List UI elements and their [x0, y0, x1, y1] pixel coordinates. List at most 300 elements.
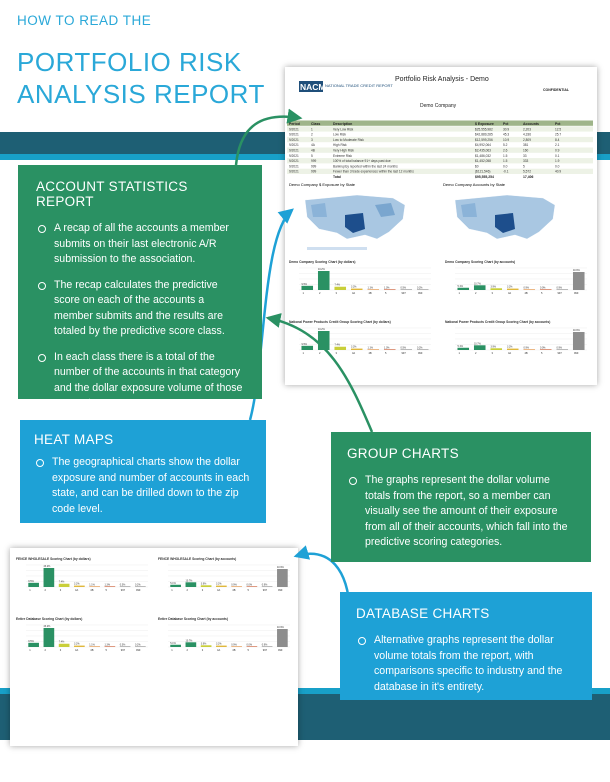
- chart-tick-label: 997: [557, 292, 562, 295]
- chart-bar[interactable]: [28, 583, 39, 587]
- scoring-chart: [158, 557, 290, 592]
- scoring-chart: [158, 617, 290, 652]
- chart-tick-label: 999: [278, 589, 283, 592]
- chart-tick-label: 5: [105, 589, 107, 592]
- table-cell: 1.5: [503, 153, 508, 158]
- chart-tick-label: 4A: [507, 292, 512, 295]
- table-cell: 999: [311, 169, 317, 174]
- chart-bar-label: 3.2%: [216, 642, 222, 646]
- chart-bar-label: 10.7%: [473, 342, 481, 346]
- table-cell: Very Low Risk: [333, 127, 354, 132]
- chart-bar-label: 0.0%: [539, 286, 546, 290]
- chart-tick-label: 999: [136, 649, 141, 652]
- table-cell: 0.9: [555, 148, 560, 153]
- scoring-chart: [289, 320, 431, 355]
- chart-tick-label: 3: [491, 292, 493, 295]
- chart-bar[interactable]: [216, 586, 227, 587]
- chart-bar-label: 1.3%: [104, 643, 110, 647]
- table-header-cell: Period: [289, 122, 300, 126]
- chart-bar-label: 3.2%: [74, 642, 80, 646]
- table-cell: 40.9: [555, 169, 562, 174]
- table-cell: 0.0: [503, 164, 508, 169]
- chart-tick-label: 1: [302, 292, 304, 295]
- chart-bar-label: 0.0%: [246, 643, 252, 647]
- chart-bar[interactable]: [135, 646, 146, 647]
- chart-bar[interactable]: [59, 584, 70, 587]
- chart-tick-label: 3: [335, 292, 337, 295]
- chart-bar[interactable]: [523, 289, 535, 290]
- chart-bar-label: 3.2%: [506, 345, 513, 349]
- chart-bar-label: 3.2%: [350, 285, 357, 289]
- chart-bar-label: 3.9%: [490, 345, 496, 349]
- chart-bar[interactable]: [318, 271, 330, 290]
- chart-bar[interactable]: [262, 646, 273, 647]
- chart-tick-label: 4B: [232, 649, 236, 652]
- table-cell: 5: [523, 164, 525, 169]
- table-cell: 9/2021: [289, 143, 299, 148]
- chart-bar[interactable]: [474, 345, 486, 350]
- table-cell: Low to Moderate Risk: [333, 137, 364, 142]
- chart-title: FENCE WHOLESALE Scoring Chart (by dollars): [16, 557, 91, 561]
- chart-tick-label: 3: [201, 589, 204, 592]
- chart-bar[interactable]: [201, 645, 212, 647]
- chart-tick-label: 3: [59, 649, 62, 652]
- chart-tick-label: 4B: [90, 589, 94, 592]
- chart-bar[interactable]: [367, 289, 379, 290]
- report-title: Portfolio Risk Analysis - Demo: [395, 76, 489, 83]
- chart-bar[interactable]: [490, 348, 502, 350]
- chart-bar-label: 10.7%: [185, 639, 193, 643]
- chart-bar[interactable]: [247, 646, 258, 647]
- table-cell: 12.5: [555, 127, 562, 132]
- chart-bar[interactable]: [277, 569, 288, 587]
- table-cell: 100% of total balance 91+ days past due: [333, 159, 391, 164]
- table-cell: 8.4: [555, 137, 560, 142]
- report-preview-graphic: [285, 67, 597, 385]
- chart-bar[interactable]: [262, 586, 273, 587]
- chart-bar[interactable]: [540, 289, 552, 290]
- chart-bar[interactable]: [44, 568, 55, 587]
- chart-tick-label: 4A: [75, 589, 79, 592]
- chart-tick-label: 1: [29, 649, 31, 652]
- scoring-chart: [289, 260, 431, 295]
- chart-title: Entire Database Scoring Chart (by dollars): [16, 617, 83, 621]
- table-cell: 33: [523, 153, 527, 158]
- chart-bar[interactable]: [573, 272, 585, 290]
- table-cell: 3: [311, 137, 313, 142]
- chart-bar-label: 0.2%: [416, 286, 423, 290]
- chart-tick-label: 5: [105, 649, 107, 652]
- chart-tick-label: 999: [573, 352, 579, 355]
- chart-bar[interactable]: [105, 586, 116, 587]
- chart-tick-label: 3: [491, 352, 493, 355]
- map-dollars-title: Demo Company $ Exposure by State: [289, 182, 356, 187]
- chart-tick-label: 4A: [351, 352, 356, 355]
- chart-bar-label: 9.5%: [28, 639, 34, 643]
- chart-tick-label: 997: [262, 589, 268, 592]
- table-cell: 2.6: [503, 148, 508, 153]
- chart-bar[interactable]: [556, 289, 568, 290]
- chart-tick-label: 3: [59, 589, 62, 592]
- group-charts-list: [347, 473, 575, 551]
- table-cell: 4B: [311, 148, 315, 153]
- chart-bar-label: 1.1%: [89, 583, 95, 587]
- chart-bar-label: 5.1%: [457, 284, 463, 288]
- chart-bar-label: 1.3%: [383, 286, 390, 290]
- chart-tick-label: 4A: [351, 292, 356, 295]
- chart-tick-label: 5: [247, 649, 249, 652]
- table-cell: 4A: [311, 143, 315, 148]
- table-total-accounts: 17,406: [523, 175, 534, 179]
- chart-bar[interactable]: [490, 288, 502, 290]
- table-cell: $0: [475, 164, 479, 169]
- chart-bar[interactable]: [417, 349, 429, 350]
- chart-bar[interactable]: [400, 349, 412, 350]
- chart-bar[interactable]: [74, 586, 85, 587]
- table-cell: Very High Risk: [333, 148, 354, 153]
- chart-bar[interactable]: [186, 642, 197, 647]
- table-cell: 2,809: [523, 137, 531, 142]
- chart-bar-label: 43.2%: [43, 564, 51, 568]
- table-cell: $1,452,058: [475, 159, 491, 164]
- chart-bar-label: 9.5%: [301, 282, 307, 286]
- chart-bar-label: 3.9%: [200, 582, 207, 586]
- scoring-chart: [445, 320, 587, 355]
- table-header-cell: Pct: [503, 122, 509, 126]
- page-title-line-1: PORTFOLIO RISK: [17, 47, 242, 77]
- database-charts-card: [340, 592, 592, 700]
- table-cell: 1.5: [503, 159, 508, 164]
- chart-bar-label: 40.9%: [572, 269, 580, 273]
- chart-tick-label: 2: [474, 352, 477, 355]
- chart-tick-label: 5: [384, 292, 387, 295]
- table-total-label: Total: [333, 175, 341, 179]
- database-charts-title: DATABASE CHARTS: [356, 606, 490, 621]
- table-cell: 9/2021: [289, 159, 299, 164]
- chart-tick-label: 1: [458, 292, 460, 295]
- table-cell: 10.9: [503, 137, 510, 142]
- chart-tick-label: 5: [540, 352, 543, 355]
- chart-tick-label: 997: [557, 352, 562, 355]
- chart-bar-label: 40.9%: [572, 329, 580, 333]
- chart-bar[interactable]: [231, 646, 242, 647]
- chart-bar[interactable]: [28, 643, 39, 647]
- heat-maps-list: [34, 455, 252, 517]
- chart-bar[interactable]: [457, 348, 469, 350]
- chart-bar-label: 0.5%: [400, 346, 406, 350]
- heat-maps-bullet: The geographical charts show the dollar exposure and number of accounts in each state, and can be drilled down to the zip code level.: [34, 455, 252, 517]
- table-cell: $2,435,063: [475, 148, 491, 153]
- table-cell: $42,889,285: [475, 132, 493, 137]
- chart-tick-label: 5: [384, 352, 387, 355]
- chart-bar-label: 3.2%: [74, 582, 80, 586]
- page-title-line-2: ANALYSIS REPORT: [17, 79, 265, 109]
- chart-title: Demo Company Scoring Chart (by accounts): [445, 260, 516, 264]
- chart-tick-label: 2: [44, 589, 46, 592]
- chart-tick-label: 2: [318, 352, 321, 355]
- chart-bar[interactable]: [301, 346, 313, 350]
- table-header-cell: Description: [333, 122, 353, 126]
- us-heatmap-accounts[interactable]: [455, 195, 555, 239]
- chart-bar-label: 0.9%: [261, 583, 268, 587]
- map-accounts-title: Demo Company Accounts by State: [443, 182, 506, 187]
- table-cell: Fewer than 3 trade experiences within the last 12 months: [333, 169, 414, 174]
- chart-tick-label: 4B: [524, 292, 528, 295]
- chart-bar[interactable]: [417, 289, 429, 290]
- table-cell: 0.1: [555, 153, 560, 158]
- chart-bar-label: 0.9%: [231, 583, 237, 587]
- chart-bar[interactable]: [170, 585, 181, 587]
- chart-bar-label: 9.5%: [28, 579, 34, 583]
- heat-maps-card: [20, 420, 266, 523]
- chart-bar-label: 0.9%: [231, 643, 237, 647]
- us-heatmap-dollars[interactable]: [305, 195, 405, 239]
- database-charts-list: [356, 633, 576, 695]
- database-scoring-charts: [16, 557, 290, 652]
- chart-bar[interactable]: [105, 646, 116, 647]
- chart-bar[interactable]: [334, 287, 346, 290]
- chart-tick-label: 3: [201, 649, 204, 652]
- chart-tick-label: 4B: [368, 352, 372, 355]
- group-charts-card: [331, 432, 591, 562]
- chart-bar[interactable]: [573, 332, 585, 350]
- chart-bar-label: 3.9%: [490, 285, 496, 289]
- chart-bar-label: 0.9%: [261, 643, 268, 647]
- chart-tick-label: 997: [401, 292, 406, 295]
- chart-bar[interactable]: [507, 349, 519, 350]
- chart-bar[interactable]: [367, 349, 379, 350]
- heat-maps-title: HEAT MAPS: [34, 432, 114, 447]
- table-cell: 9/2021: [289, 127, 299, 132]
- chart-bar-label: 3.9%: [200, 642, 207, 646]
- chart-tick-label: 2: [44, 649, 46, 652]
- chart-bar[interactable]: [120, 646, 131, 647]
- chart-bar[interactable]: [384, 349, 396, 350]
- chart-tick-label: 2: [318, 292, 321, 295]
- table-cell: 9/2021: [289, 137, 299, 142]
- chart-bar[interactable]: [277, 629, 288, 647]
- table-cell: 2,203: [523, 127, 531, 132]
- chart-bar-label: 3.2%: [506, 285, 513, 289]
- chart-bar[interactable]: [74, 646, 85, 647]
- chart-bar-label: 3.2%: [216, 582, 222, 586]
- chart-bar[interactable]: [186, 582, 197, 587]
- confidential-label: CONFIDENTIAL: [543, 88, 570, 92]
- chart-bar[interactable]: [334, 347, 346, 350]
- chart-tick-label: 997: [120, 589, 126, 592]
- chart-tick-label: 4B: [90, 649, 94, 652]
- nacm-logo-subtitle: NATIONAL TRADE CREDIT REPORT: [325, 83, 393, 88]
- chart-bar-label: 0.9%: [523, 286, 529, 290]
- table-cell: 9/2021: [289, 132, 299, 137]
- chart-bar-label: 1.1%: [89, 643, 95, 647]
- table-cell: 9/2021: [289, 169, 299, 174]
- chart-tick-label: 999: [573, 292, 579, 295]
- chart-bar[interactable]: [540, 349, 552, 350]
- kicker-heading: HOW TO READ THE: [17, 13, 152, 28]
- chart-bar[interactable]: [216, 646, 227, 647]
- chart-bar[interactable]: [474, 285, 486, 290]
- chart-tick-label: 1: [302, 352, 304, 355]
- scoring-charts: [289, 260, 587, 355]
- chart-bar[interactable]: [44, 628, 55, 647]
- chart-tick-label: 999: [417, 352, 423, 355]
- table-cell: 0.0: [555, 164, 560, 169]
- chart-tick-label: 4A: [75, 649, 79, 652]
- table-cell: 1.9: [555, 159, 560, 164]
- account-statistics-title: ACCOUNT STATISTICS REPORT: [36, 179, 188, 209]
- chart-bar-label: 10.7%: [185, 579, 193, 583]
- table-cell: $1,486,032: [475, 153, 491, 158]
- chart-bar[interactable]: [351, 349, 363, 350]
- table-cell: High Risk: [333, 143, 347, 148]
- chart-bar-label: 0.9%: [556, 346, 562, 350]
- chart-bar-label: 5.1%: [457, 344, 463, 348]
- table-cell: 160: [523, 148, 529, 153]
- table-cell: 5,572: [523, 169, 531, 174]
- chart-tick-label: 3: [335, 352, 337, 355]
- chart-bar-label: 40.9%: [277, 566, 284, 570]
- chart-bar-label: 1.1%: [367, 346, 373, 350]
- chart-bar-label: 1.3%: [104, 583, 110, 587]
- table-cell: -0.1: [503, 169, 509, 174]
- table-cell: Extreme Risk: [333, 153, 352, 158]
- table-cell: 999: [311, 159, 317, 164]
- table-header-cell: Accounts: [523, 122, 539, 126]
- table-header-cell: Class: [311, 122, 321, 126]
- table-cell: 5.2: [503, 143, 508, 148]
- chart-bar-label: 0.0%: [246, 583, 252, 587]
- chart-tick-label: 1: [171, 649, 173, 652]
- chart-tick-label: 997: [401, 352, 406, 355]
- chart-title: FENCE WHOLESALE Scoring Chart (by accounts): [158, 557, 237, 561]
- chart-tick-label: 4B: [524, 352, 528, 355]
- chart-bar[interactable]: [135, 586, 146, 587]
- chart-bar-label: 7.4%: [58, 640, 65, 644]
- chart-bar-label: 40.9%: [277, 626, 284, 630]
- table-cell: Bankruptcy reported within the last 24 months: [333, 164, 398, 169]
- chart-bar[interactable]: [247, 586, 258, 587]
- chart-tick-label: 999: [136, 589, 141, 592]
- chart-bar[interactable]: [231, 586, 242, 587]
- chart-title: National Power Products Credit Group Scoring Chart (by accounts): [445, 320, 551, 324]
- risk-table: [287, 121, 593, 180]
- chart-tick-label: 4B: [232, 589, 236, 592]
- page-title: [17, 46, 265, 110]
- table-cell: ($121,546): [475, 169, 491, 174]
- table-cell: $25,555,982: [475, 127, 493, 132]
- chart-tick-label: 1: [171, 589, 173, 592]
- chart-tick-label: 5: [540, 292, 543, 295]
- chart-bar[interactable]: [318, 331, 330, 350]
- chart-bar[interactable]: [507, 289, 519, 290]
- group-charts-bullet: The graphs represent the dollar volume totals from the report, so a member can visually see the amount of their exposure from all of their accounts, which fall into the predictive scoring categories.: [347, 473, 575, 551]
- account-statistics-bullet: In each class there is a total of the number of the accounts in that category and the dollar exposure volume of those accounts.: [36, 350, 244, 412]
- table-header-cell: Pct: [555, 122, 561, 126]
- chart-title: Entire Database Scoring Chart (by accounts): [158, 617, 228, 621]
- chart-bar-label: 0.9%: [556, 286, 562, 290]
- scoring-chart: [16, 557, 148, 592]
- chart-bar-label: 0.5%: [400, 286, 406, 290]
- scoring-chart: [445, 260, 587, 295]
- report-preview: [285, 67, 597, 385]
- chart-bar-label: 0.2%: [135, 643, 141, 647]
- chart-tick-label: 4A: [217, 589, 221, 592]
- database-charts-preview: [10, 548, 298, 746]
- database-charts-graphic: [10, 548, 298, 746]
- table-cell: 333: [523, 159, 529, 164]
- table-header-cell: $ Exposure: [475, 122, 494, 126]
- table-cell: 25.7: [555, 132, 562, 137]
- chart-bar[interactable]: [59, 644, 70, 647]
- chart-bar-label: 7.4%: [58, 580, 65, 584]
- chart-bar[interactable]: [400, 289, 412, 290]
- chart-bar-label: 0.2%: [135, 583, 141, 587]
- chart-title: National Power Products Credit Group Scoring Chart (by dollars): [289, 320, 391, 324]
- chart-bar-label: 7.4%: [334, 283, 340, 287]
- chart-bar-label: 7.4%: [334, 343, 340, 347]
- chart-bar[interactable]: [384, 289, 396, 290]
- chart-bar[interactable]: [351, 289, 363, 290]
- table-cell: 9/2021: [289, 153, 299, 158]
- chart-bar[interactable]: [556, 349, 568, 350]
- table-cell: 999: [311, 164, 317, 169]
- scoring-chart: [16, 617, 148, 652]
- chart-tick-label: 1: [29, 589, 31, 592]
- chart-bar[interactable]: [89, 586, 100, 587]
- group-charts-title: GROUP CHARTS: [347, 446, 459, 461]
- account-statistics-bullet: The recap calculates the predictive score on each of the accounts a member submits and the results are totaled by the predictive score class.: [36, 278, 244, 340]
- table-total-exposure: $95,555,254: [475, 175, 494, 179]
- chart-bar[interactable]: [89, 646, 100, 647]
- table-cell: 381: [523, 143, 529, 148]
- chart-bar-label: 0.0%: [539, 346, 546, 350]
- chart-bar[interactable]: [301, 286, 313, 290]
- chart-tick-label: 4B: [368, 292, 372, 295]
- chart-tick-label: 1: [458, 352, 460, 355]
- chart-bar[interactable]: [120, 586, 131, 587]
- chart-tick-label: 2: [186, 649, 188, 652]
- chart-bar-label: 5.1%: [170, 581, 176, 585]
- chart-tick-label: 2: [186, 589, 188, 592]
- chart-bar-label: 0.5%: [119, 643, 126, 647]
- chart-tick-label: 5: [247, 589, 249, 592]
- chart-tick-label: 4A: [217, 649, 221, 652]
- chart-bar[interactable]: [523, 349, 535, 350]
- chart-tick-label: 999: [417, 292, 423, 295]
- table-cell: Low Risk: [333, 132, 346, 137]
- chart-title: Demo Company Scoring Chart (by dollars): [289, 260, 356, 264]
- account-statistics-bullet: A recap of all the accounts a member submits on their last electronic A/R submission to the association.: [36, 221, 244, 268]
- chart-bar-label: 0.9%: [523, 346, 529, 350]
- chart-bar[interactable]: [201, 585, 212, 587]
- chart-bar-label: 1.3%: [383, 346, 390, 350]
- table-cell: 45.3: [503, 132, 510, 137]
- account-statistics-list: [36, 221, 244, 412]
- chart-tick-label: 4A: [507, 352, 512, 355]
- table-cell: 9/2021: [289, 148, 299, 153]
- chart-bar-label: 3.2%: [350, 345, 357, 349]
- chart-tick-label: 997: [120, 649, 126, 652]
- chart-bar-label: 43.2%: [43, 624, 51, 628]
- table-cell: $4,992,064: [475, 143, 491, 148]
- database-charts-bullet: Alternative graphs represent the dollar volume totals from the report, with comparisons specific to industry and the database in it's entirety.: [356, 633, 576, 695]
- table-cell: 9/2021: [289, 164, 299, 169]
- table-cell: 2: [311, 132, 313, 137]
- report-company: Demo Company: [420, 103, 457, 109]
- chart-bar[interactable]: [170, 645, 181, 647]
- chart-bar[interactable]: [457, 288, 469, 290]
